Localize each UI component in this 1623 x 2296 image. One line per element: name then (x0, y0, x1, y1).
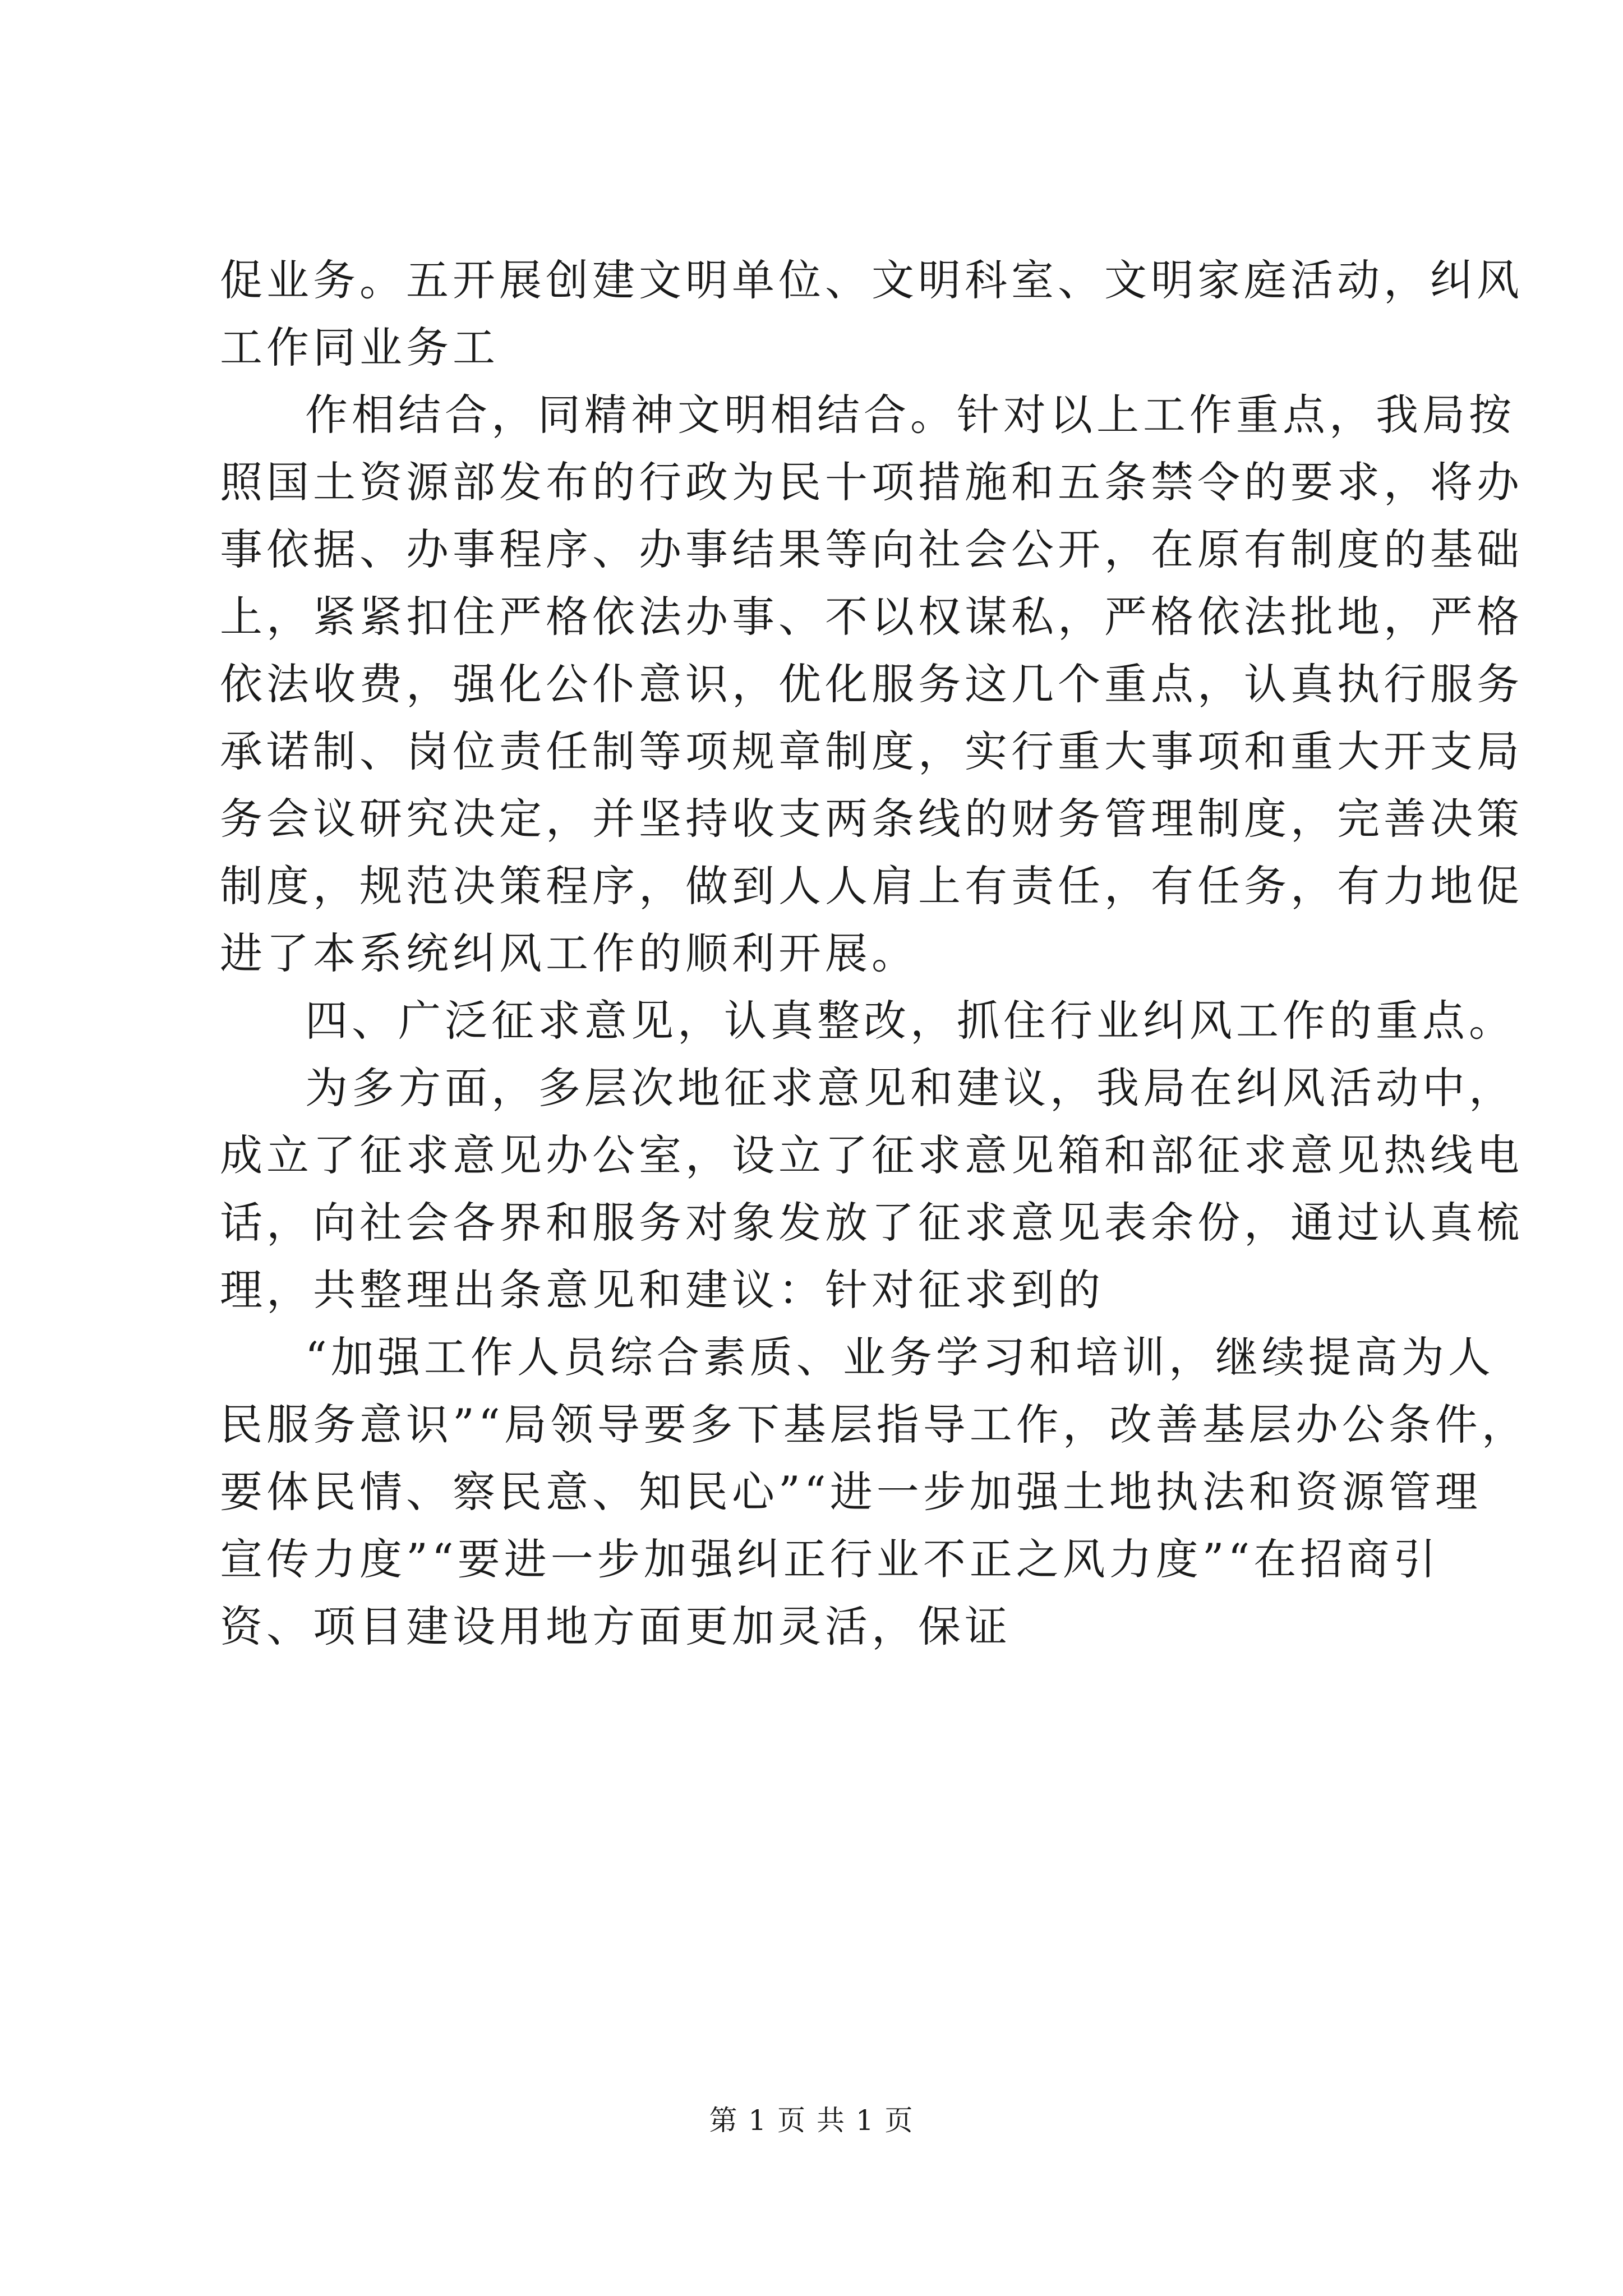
text-line: 事依据、办事程序、办事结果等向社会公开，在原有制度的基础 (220, 524, 1523, 574)
text-line: 制度，规范决策程序，做到人人肩上有责任，有任务，有力地促 (220, 861, 1523, 911)
text-line: 话，向社会各界和服务对象发放了征求意见表余份，通过认真梳 (220, 1198, 1523, 1248)
document-body (220, 247, 1528, 1660)
text-line: 务会议研究决定，并坚持收支两条线的财务管理制度，完善决策 (220, 794, 1523, 844)
text-line: 民服务意识”“局领导要多下基层指导工作，改善基层办公条件， (220, 1400, 1528, 1450)
text-line: “加强工作人员综合素质、业务学习和培训，继续提高为人 (305, 1332, 1495, 1382)
page-number-footer: 第 1 页 共 1 页 (709, 2104, 914, 2137)
text-line: 照国土资源部发布的行政为民十项措施和五条禁令的要求，将办 (220, 457, 1523, 507)
text-line: 成立了征求意见办公室，设立了征求意见箱和部征求意见热线电 (220, 1130, 1523, 1180)
text-line: 为多方面，多层次地征求意见和建议，我局在纠风活动中， (305, 1063, 1515, 1113)
text-line: 理，共整理出条意见和建议：针对征求到的 (220, 1265, 1104, 1315)
text-line: 四、广泛征求意见，认真整改，抓住行业纠风工作的重点。 (305, 996, 1515, 1046)
text-line: 要体民情、察民意、知民心”“进一步加强土地执法和资源管理 (220, 1467, 1482, 1517)
text-line: 依法收费，强化公仆意识，优化服务这几个重点，认真执行服务 (220, 659, 1523, 709)
text-line: 作相结合，同精神文明相结合。针对以上工作重点，我局按 (305, 390, 1515, 440)
text-line: 承诺制、岗位责任制等项规章制度，实行重大事项和重大开支局 (220, 726, 1523, 776)
text-line: 宣传力度”“要进一步加强纠正行业不正之风力度”“在招商引 (220, 1534, 1440, 1584)
text-line: 进了本系统纠风工作的顺利开展。 (220, 928, 918, 978)
text-line: 资、项目建设用地方面更加灵活，保证 (220, 1602, 1011, 1651)
text-line: 工作同业务工 (220, 323, 499, 372)
text-line: 上，紧紧扣住严格依法办事、不以权谋私，严格依法批地，严格 (220, 592, 1523, 642)
text-line: 促业务。五开展创建文明单位、文明科室、文明家庭活动，纠风 (220, 255, 1523, 305)
